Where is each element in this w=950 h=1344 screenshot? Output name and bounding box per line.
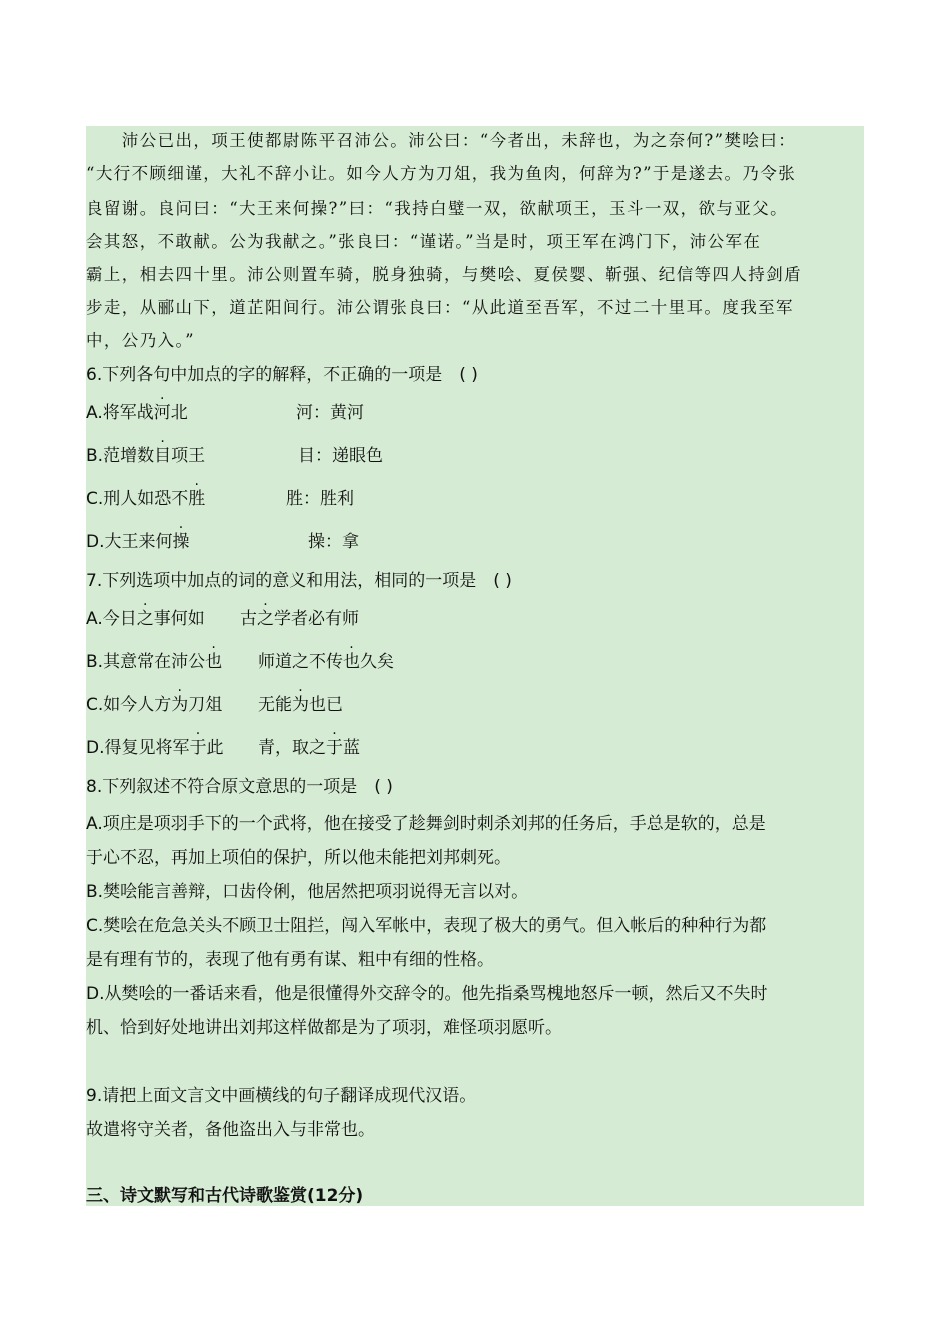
- q6-gloss: 操：拿: [308, 532, 359, 552]
- emphasis-char: 于: [326, 738, 343, 758]
- question-7-stem: 7.下列选项中加点的词的意义和用法，相同的一项是 ( ): [86, 571, 512, 591]
- emphasis-char: 操: [172, 532, 190, 552]
- emphasis-char: 目: [154, 446, 172, 466]
- q6-gloss: 目：递眼色: [298, 446, 383, 466]
- q9-sentence: 故遣将守关者，备他盗出入与非常也。: [86, 1120, 375, 1140]
- q8-option-line: 是有理有节的，表现了他有勇有谋、粗中有细的性格。: [86, 950, 494, 970]
- emphasis-char: 也: [205, 652, 223, 672]
- q7-option-a: A.今日之事何如 古之学者必有师: [86, 609, 359, 629]
- q6-option-a: A.将军战河北 河：黄河: [86, 403, 364, 423]
- passage-line: 步走，从郦山下，道芷阳间行。沛公谓张良曰：“从此道至吾军，不过二十里耳。度我至军: [86, 298, 794, 317]
- q6-option-d: D.大王来何操 操：拿: [86, 532, 359, 552]
- passage-line: 良留谢。良问曰：“大王来何操?”曰：“我持白璧一双，欲献项王，玉斗一双，欲与亚父。: [86, 199, 789, 218]
- q8-option-line: A.项庄是项羽手下的一个武将，他在接受了趁舞剑时刺杀刘邦的任务后，手总是软的，总是: [86, 814, 766, 834]
- q6-option-b: B.范增数目项王 目：递眼色: [86, 446, 383, 466]
- q8-option-line: C.樊哙在危急关头不顾卫士阻拦，闯入军帐中，表现了极大的勇气。但入帐后的种种行为都: [86, 916, 767, 936]
- emphasis-char: 为: [171, 695, 189, 715]
- q7-option-c: C.如今人方为刀俎 无能为也已: [86, 695, 343, 715]
- question-9-stem: 9.请把上面文言文中画横线的句子翻译成现代汉语。: [86, 1086, 477, 1106]
- emphasis-char: 之: [257, 609, 274, 629]
- section-heading: 三、诗文默写和古代诗歌鉴赏(12分): [86, 1186, 364, 1206]
- q8-option-line: 于心不忍，再加上项伯的保护，所以他未能把刘邦刺死。: [86, 848, 511, 868]
- emphasis-char: 之: [136, 609, 154, 629]
- q8-option-line: 机、恰到好处地讲出刘邦这样做都是为了项羽，难怪项羽愿听。: [86, 1018, 562, 1038]
- q7-option-d: D.得复见将军于此 青，取之于蓝: [86, 738, 360, 758]
- q8-option-line: D.从樊哙的一番话来看，他是很懂得外交辞令的。他先指桑骂槐地怒斥一顿，然后又不失时: [86, 984, 768, 1004]
- emphasis-char: 为: [292, 695, 309, 715]
- emphasis-char: 于: [189, 738, 207, 758]
- question-6-stem: 6.下列各句中加点的字的解释，不正确的一项是 ( ): [86, 365, 478, 385]
- q6-gloss: 河：黄河: [296, 403, 364, 423]
- q6-option-c: C.刑人如恐不胜 胜：胜利: [86, 489, 354, 509]
- passage-line: 沛公已出，项王使都尉陈平召沛公。沛公曰：“今者出，未辞也，为之奈何?”樊哙曰：: [86, 131, 797, 150]
- emphasis-char: 也: [343, 652, 360, 672]
- passage-line: 霸上，相去四十里。沛公则置车骑，脱身独骑，与樊哙、夏侯婴、靳强、纪信等四人持剑盾: [86, 265, 802, 284]
- q8-option-line: B.樊哙能言善辩，口齿伶俐，他居然把项羽说得无言以对。: [86, 882, 529, 902]
- passage-line: 中，公乃入。”: [86, 331, 195, 350]
- q6-gloss: 胜：胜利: [286, 489, 354, 509]
- passage-line: “大行不顾细谨，大礼不辞小让。如今人方为刀俎，我为鱼肉，何辞为?”于是遂去。乃令张: [86, 164, 797, 183]
- question-8-stem: 8.下列叙述不符合原文意思的一项是 ( ): [86, 777, 393, 797]
- emphasis-char: 河: [153, 403, 171, 423]
- q7-option-b: B.其意常在沛公也 师道之不传也久矣: [86, 652, 394, 672]
- passage-line: 会其怒，不敢献。公为我献之。”张良曰：“谨诺。”当是时，项王军在鸿门下，沛公军在: [86, 232, 762, 251]
- emphasis-char: 胜: [188, 489, 206, 509]
